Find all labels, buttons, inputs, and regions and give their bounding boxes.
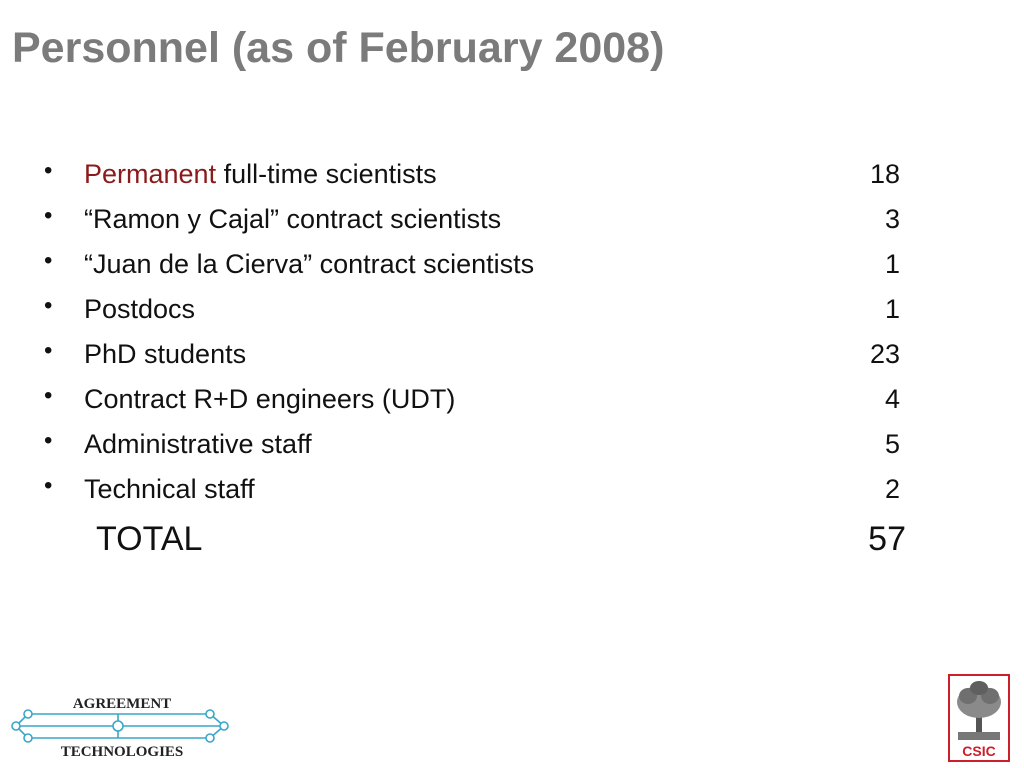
bullet: • [44, 382, 53, 409]
list-item [0, 335, 1024, 375]
item-label: PhD students [84, 339, 247, 369]
bullet: • [44, 202, 53, 229]
item-value: 3 [884, 204, 900, 234]
item-label-accent: Permanent [84, 159, 217, 189]
item-value: 18 [869, 159, 900, 189]
item-value: 5 [884, 429, 900, 459]
item-value: 1 [884, 249, 900, 279]
item-value: 4 [884, 384, 900, 414]
list-item [0, 155, 1024, 195]
item-label: “Ramon y Cajal” contract scientists [84, 204, 502, 234]
bullet: • [44, 157, 53, 184]
item-label [84, 159, 437, 190]
list-item [0, 200, 1024, 240]
bullet: • [44, 247, 53, 274]
bullet: • [44, 472, 53, 499]
total-value: 57 [868, 520, 906, 558]
item-label: Technical staff [84, 474, 255, 504]
item-label-text: full-time scientists [216, 159, 437, 189]
list-item [0, 245, 1024, 285]
bullet: • [44, 427, 53, 454]
item-value: 2 [884, 474, 900, 504]
agreement-technologies-logo [10, 688, 232, 762]
list-item [0, 290, 1024, 330]
csic-label: CSIC [962, 743, 996, 759]
total-row [0, 520, 1024, 568]
item-label: “Juan de la Cierva” contract scientists [84, 249, 535, 279]
item-label: Contract R+D engineers (UDT) [84, 384, 456, 414]
list-item [0, 380, 1024, 420]
bullet: • [44, 292, 53, 319]
item-label: Postdocs [84, 294, 196, 324]
item-value: 23 [869, 339, 900, 369]
list-item [0, 470, 1024, 510]
csic-logo [948, 674, 1010, 762]
logo-line1: AGREEMENT [72, 696, 172, 712]
total-label: TOTAL [96, 520, 203, 558]
logo-line2: TECHNOLOGIES [60, 744, 184, 760]
item-value: 1 [884, 294, 900, 324]
list-item [0, 425, 1024, 465]
item-label: Administrative staff [84, 429, 312, 459]
bullet: • [44, 337, 53, 364]
slide-title: Personnel (as of February 2008) [12, 24, 665, 72]
